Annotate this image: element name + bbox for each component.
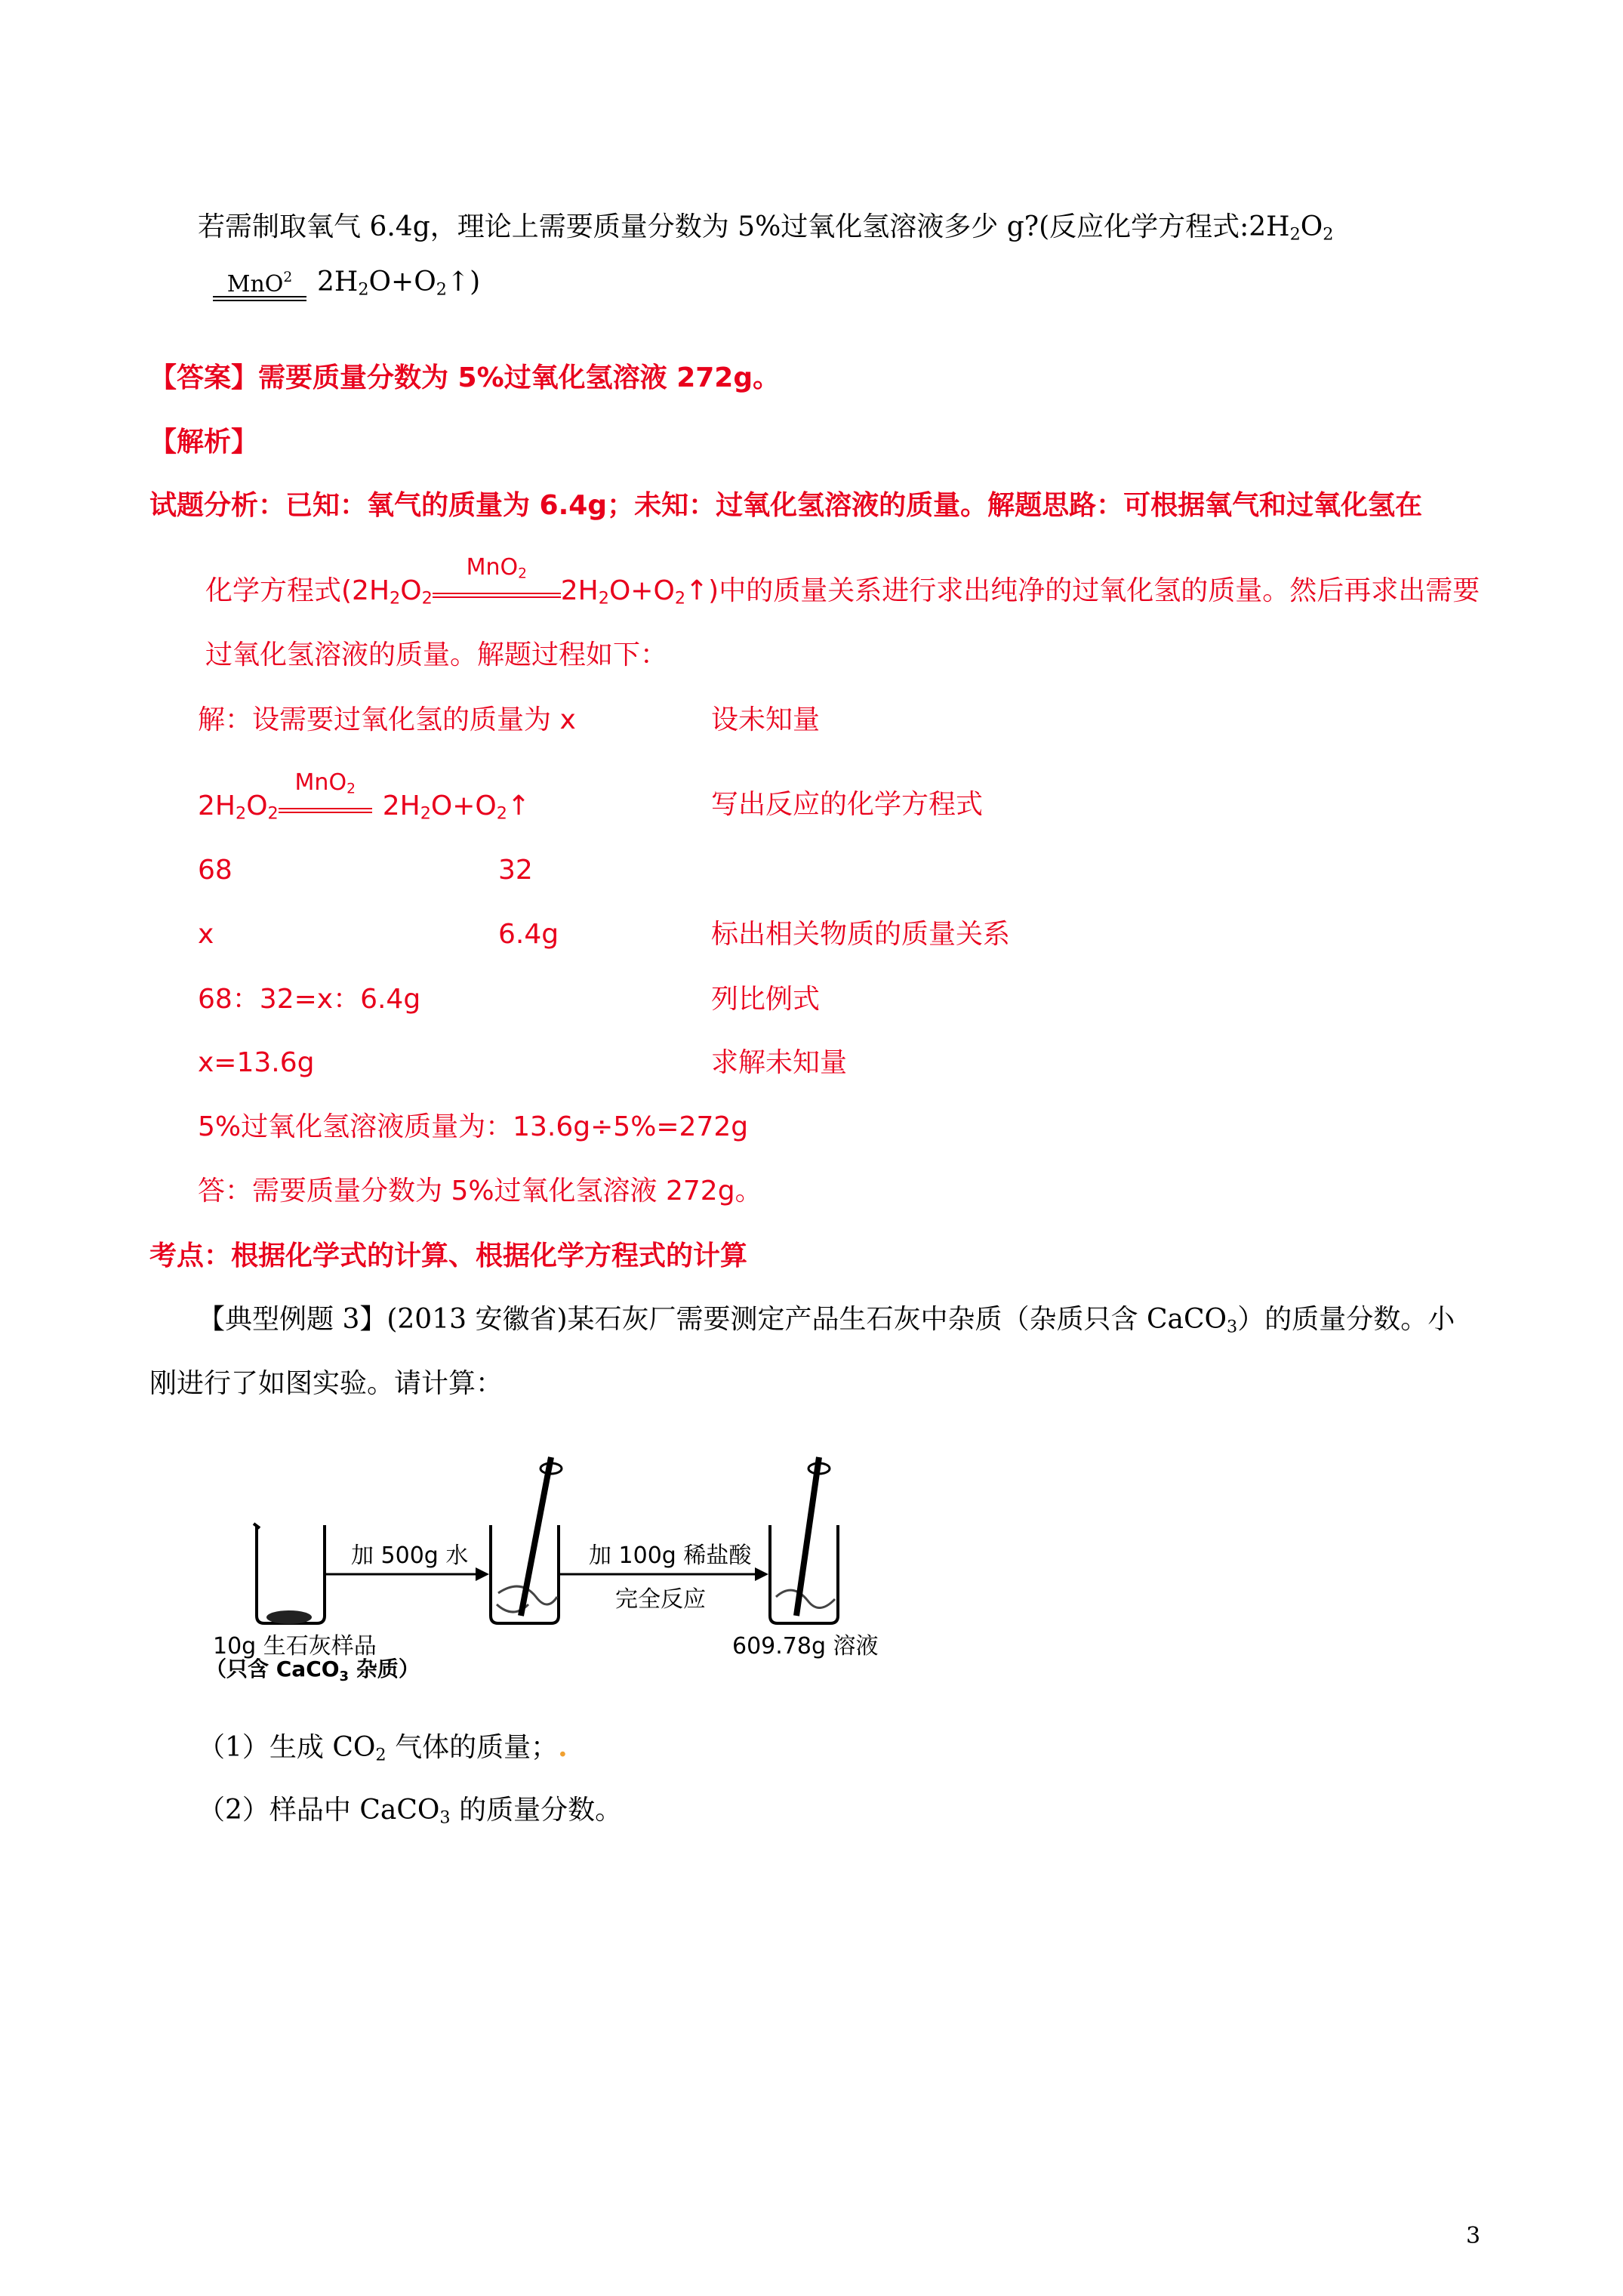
result-line: x=13.6g	[198, 1047, 315, 1078]
solve-line: 解：设需要过氧化氢的质量为 x	[198, 704, 576, 735]
sample-label: 10g 生石灰样品	[213, 1633, 377, 1660]
page-number: 3	[1466, 2223, 1481, 2249]
analysis-line-2: 化学方程式($2H_2O_2$ MnO$_2$ $2H_2O+O_2↑$)中的质量关系进行求出纯净的过氧化氢的质量。然后再求出需要	[205, 553, 1480, 609]
answer-text: 需要质量分数为 5%过氧化氢溶液 272g。	[258, 362, 781, 393]
problem-line-1: 若需制取氧气 6.4g，理论上需要质量分数为 5%过氧化氢溶液多少 g?(反应化学方程式$:2H_2O_2$	[198, 211, 1334, 245]
ratio-line: 68：32=x：6.4g	[198, 984, 421, 1015]
question-1: （1）生成 $CO_2$ 气体的质量；.	[198, 1731, 568, 1765]
answer-label: 【答案】	[149, 362, 259, 393]
equation-note: 写出反应的化学方程式	[711, 789, 984, 820]
mass-row-1-left: 68	[198, 855, 233, 886]
solution-label: 609.78g 溶液	[732, 1633, 879, 1660]
solve-note: 设未知量	[711, 704, 821, 735]
stir-rod-1	[521, 1457, 551, 1616]
answer-line	[149, 362, 780, 395]
question-2: （2）样品中 CaCO$_3$ 的质量分数。	[198, 1795, 623, 1828]
step-2-bottom-label: 完全反应	[615, 1586, 706, 1613]
result-note: 求解未知量	[711, 1047, 848, 1078]
analysis-label: 【解析】	[149, 427, 259, 458]
stir-rod-2	[796, 1457, 819, 1616]
step-2-top-label: 加 100g 稀盐酸	[589, 1542, 752, 1569]
step-1-label: 加 500g 水	[351, 1542, 469, 1569]
problem-line-2: MnO$^2$ $2H_2O+O_2↑$)	[213, 266, 480, 307]
solution-mass-line: 5%过氧化氢溶液质量为：13.6g÷5%=272g	[198, 1111, 749, 1142]
analysis-line-1: 试题分析：已知：氧气的质量为 6.4g；未知：过氧化氢溶液的质量。解题思路：可根据氧气和过氧化氢在	[149, 490, 1423, 521]
example3-line-2: 刚进行了如图实验。请计算：	[149, 1368, 504, 1399]
ratio-note: 列比例式	[711, 984, 821, 1015]
keypoint-line: 考点：根据化学式的计算、根据化学方程式的计算	[149, 1240, 748, 1271]
final-answer-line: 答：需要质量分数为 5%过氧化氢溶液 272g。	[198, 1176, 762, 1207]
analysis-line-3: 过氧化氢溶液的质量。解题过程如下：	[205, 639, 668, 670]
lime-sample	[266, 1610, 312, 1624]
equation-line: $2H_2O_2$ MnO$_2$ $2H_2O+O_2↑$	[198, 769, 531, 824]
catalyst-equals: MnO$_2$	[279, 802, 372, 813]
mass-row-2-mid: 6.4g	[498, 919, 559, 950]
example3-line-1: 【典型例题 3】(2013 安徽省)某石灰厂需要测定产品生石灰中杂质（杂质只含 CaCO$_3$）的质量分数。小	[198, 1304, 1455, 1337]
catalyst-equals: MnO$^2$	[213, 267, 306, 301]
sample-note: （只含 CaCO$_3$ 杂质）	[205, 1657, 420, 1684]
orange-mark: .	[558, 1731, 568, 1763]
catalyst-equals: MnO$_2$	[433, 587, 561, 598]
beaker-1	[254, 1524, 325, 1623]
mass-row-2-left: x	[198, 919, 214, 950]
experiment-figure	[189, 1435, 879, 1684]
mass-row-1-mid: 32	[498, 855, 533, 886]
mass-row-2-note: 标出相关物质的质量关系	[711, 919, 1011, 950]
